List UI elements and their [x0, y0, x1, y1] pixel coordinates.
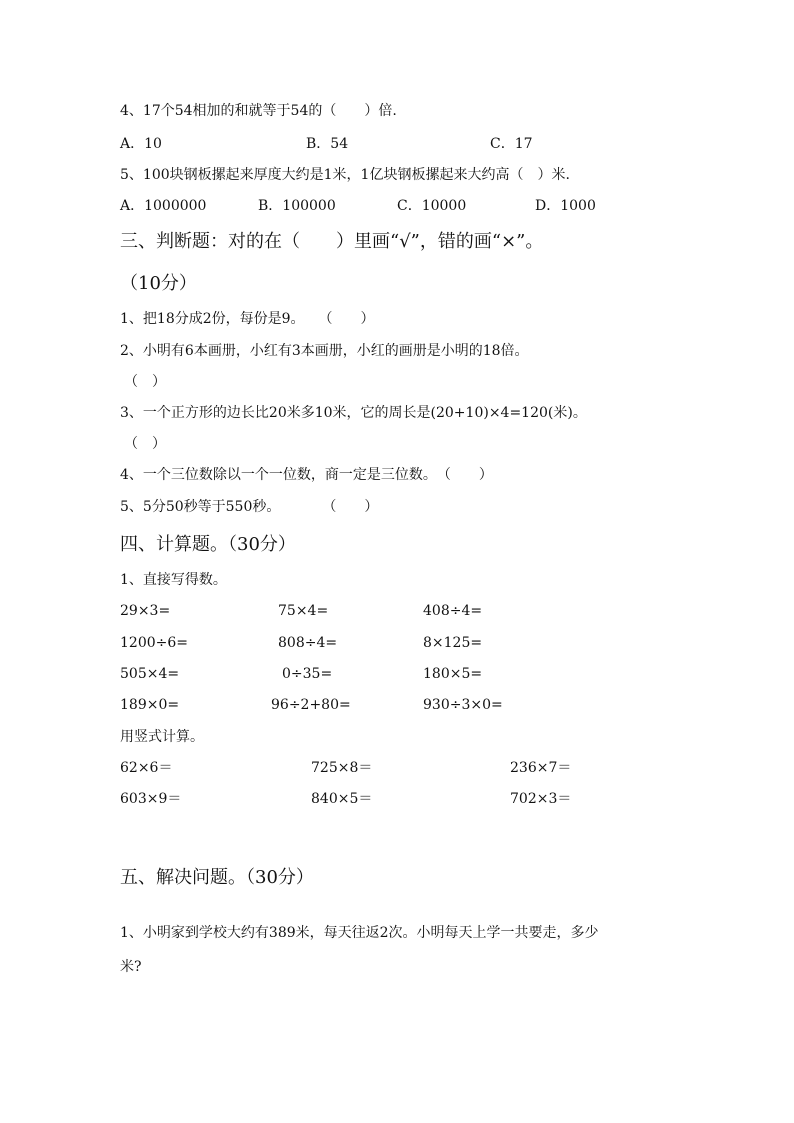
calc-item: 8×125= — [423, 635, 483, 651]
calc-item: 1200÷6= — [120, 635, 188, 651]
vertical-item: 236×7＝ — [510, 760, 572, 776]
calc-item: 408÷4= — [423, 603, 483, 619]
calc-item: 29×3= — [120, 603, 171, 619]
section-4-heading: 四、计算题。（30分） — [120, 534, 296, 555]
calc-item: 930÷3×0= — [423, 697, 503, 713]
vertical-item: 702×3＝ — [510, 791, 572, 807]
vertical-item: 840×5＝ — [311, 791, 373, 807]
judge-item-5: 5、5分50秒等于550秒。 （ ） — [120, 499, 379, 515]
q4-option-c: C．17 — [490, 136, 533, 152]
problem-1-line-2: 米? — [120, 959, 142, 975]
q4-option-b: B．54 — [306, 136, 349, 152]
question-4: 4、17个54相加的和就等于54的（ ）倍. — [120, 103, 397, 119]
judge-item-4: 4、一个三位数除以一个一位数，商一定是三位数。 （ ） — [120, 467, 493, 483]
section-5-heading: 五、解决问题。（30分） — [120, 867, 314, 888]
calc-item: 0÷35= — [282, 666, 333, 682]
vertical-calc-title: 用竖式计算。 — [120, 729, 204, 745]
judge-item-2: 2、小明有6本画册，小红有3本画册，小红的画册是小明的18倍。 — [120, 343, 529, 359]
section-3-score: （10分） — [120, 273, 197, 294]
q5-option-d: D．1000 — [535, 198, 596, 214]
vertical-item: 725×8＝ — [311, 760, 373, 776]
vertical-item: 603×9＝ — [120, 791, 182, 807]
section-3-heading: 三、判断题：对的在（ ）里画“√”，错的画“×”。 — [120, 231, 544, 252]
judge-item-2-bracket: （ ） — [124, 374, 166, 390]
calc-item: 180×5= — [423, 666, 483, 682]
judge-item-1: 1、把18分成2份，每份是9。 （ ） — [120, 311, 375, 327]
q5-option-c: C．10000 — [397, 198, 467, 214]
q5-option-b: B．100000 — [258, 198, 336, 214]
question-5: 5、100块钢板摞起来厚度大约是1米，1亿块钢板摞起来大约高（ ）米. — [120, 167, 570, 183]
direct-calc-title: 1、直接写得数。 — [120, 572, 227, 588]
judge-item-3: 3、一个正方形的边长比20米多10米，它的周长是(20+10)×4=120(米)。 — [120, 405, 587, 421]
problem-1-line-1: 1、小明家到学校大约有389米，每天往返2次。小明每天上学一共要走，多少 — [120, 925, 599, 941]
calc-item: 189×0= — [120, 697, 180, 713]
calc-item: 505×4= — [120, 666, 180, 682]
calc-item: 75×4= — [278, 603, 329, 619]
q5-option-a: A．1000000 — [120, 198, 207, 214]
calc-item: 808÷4= — [278, 635, 338, 651]
judge-item-3-bracket: （ ） — [124, 436, 166, 452]
vertical-item: 62×6＝ — [120, 760, 173, 776]
calc-item: 96÷2+80= — [271, 697, 351, 713]
q4-option-a: A．10 — [120, 136, 162, 152]
